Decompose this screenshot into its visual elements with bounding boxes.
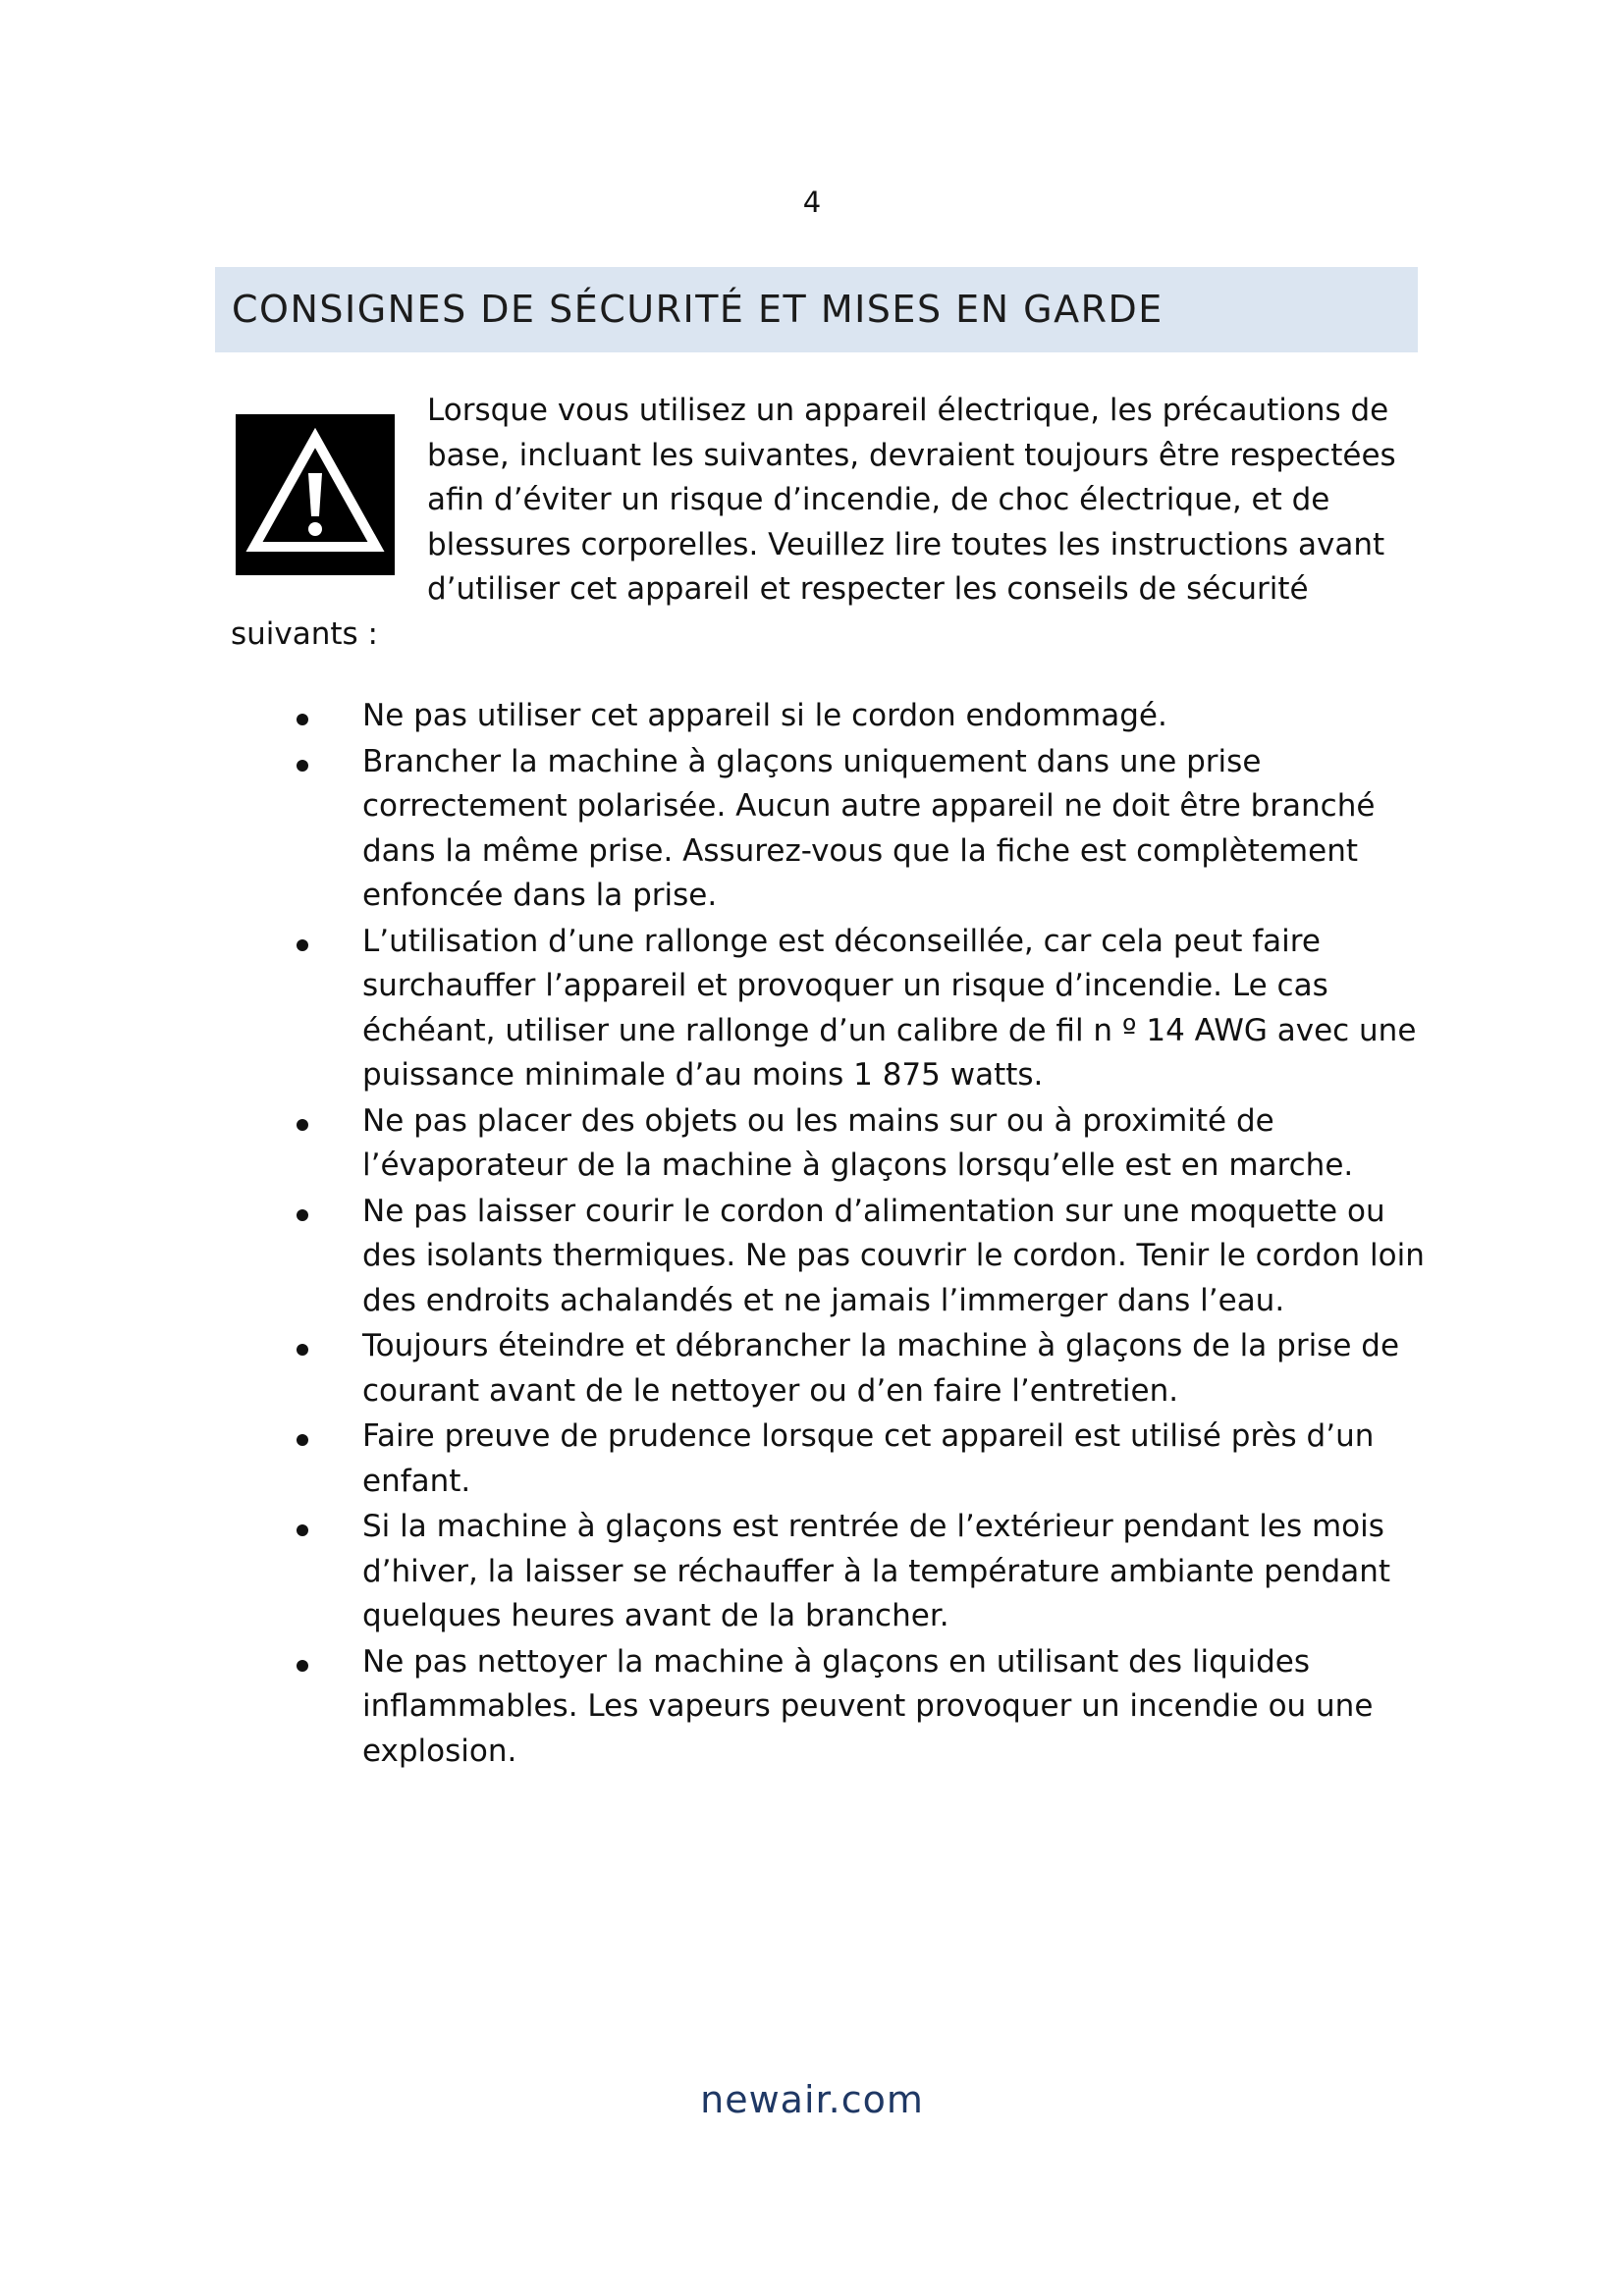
bullet-text <box>362 694 1403 739</box>
bullet-text <box>362 1099 1403 1189</box>
bullet-line: Ne pas laisser courir le cordon d’alimentation sur une moquette ou <box>362 1193 1385 1229</box>
bullet-line: enfant. <box>362 1463 471 1499</box>
list-item <box>0 1099 1624 1189</box>
bullet-icon <box>297 1344 308 1356</box>
bullet-line: des endroits achalandés et ne jamais l’immerger dans l’eau. <box>362 1282 1285 1318</box>
list-item <box>0 1324 1624 1414</box>
bullet-icon <box>297 1524 308 1536</box>
bullet-line: Brancher la machine à glaçons uniquement dans une prise <box>362 743 1262 779</box>
bullet-icon <box>297 760 308 772</box>
bullet-icon <box>297 1119 308 1131</box>
bullet-line: Toujours éteindre et débrancher la machine à glaçons de la prise de <box>362 1328 1400 1363</box>
intro-line: blessures corporelles. Veuillez lire toutes les instructions avant <box>427 526 1385 562</box>
intro-line: Lorsque vous utilisez un appareil électrique, les précautions de <box>427 393 1389 428</box>
bullet-icon <box>297 1660 308 1672</box>
bullet-text <box>362 1640 1403 1775</box>
bullet-text <box>362 1415 1403 1504</box>
bullet-line: des isolants thermiques. Ne pas couvrir le cordon. Tenir le cordon loin <box>362 1238 1425 1273</box>
bullet-line: échéant, utiliser une rallonge d’un calibre de fil n º 14 AWG avec une <box>362 1012 1417 1048</box>
page-number: 4 <box>802 186 822 219</box>
list-item <box>0 1190 1624 1324</box>
list-item <box>0 920 1624 1098</box>
safety-bullet-list <box>0 694 1624 1775</box>
bullet-line: L’utilisation d’une rallonge est déconseillée, car cela peut faire <box>362 923 1321 959</box>
bullet-text <box>362 1324 1403 1414</box>
list-item <box>0 1640 1624 1775</box>
bullet-text <box>362 920 1417 1098</box>
bullet-icon <box>297 939 308 951</box>
bullet-line: surchauffer l’appareil et provoquer un risque d’incendie. Le cas <box>362 968 1328 1003</box>
bullet-line: Ne pas utiliser cet appareil si le cordon endommagé. <box>362 698 1167 733</box>
bullet-line: d’hiver, la laisser se réchauffer à la température ambiante pendant <box>362 1553 1391 1589</box>
bullet-icon <box>297 1209 308 1221</box>
intro-line: base, incluant les suivantes, devraient toujours être respectées <box>427 437 1396 473</box>
bullet-line: dans la même prise. Assurez-vous que la fiche est complètement <box>362 832 1358 869</box>
bullet-line: l’évaporateur de la machine à glaçons lorsqu’elle est en marche. <box>362 1148 1354 1183</box>
list-item <box>0 1505 1624 1639</box>
bullet-line: puissance minimale d’au moins 1 875 watts. <box>362 1057 1044 1093</box>
bullet-line: Faire preuve de prudence lorsque cet appareil est utilisé près d’un <box>362 1418 1375 1454</box>
bullet-text <box>362 740 1403 919</box>
intro-line: afin d’éviter un risque d’incendie, de choc électrique, et de <box>427 482 1330 517</box>
intro-paragraph <box>231 389 1396 657</box>
bullet-text <box>362 1505 1403 1639</box>
bullet-line: enfoncée dans la prise. <box>362 878 718 913</box>
bullet-line: Ne pas nettoyer la machine à glaçons en utilisant des liquides <box>362 1643 1310 1680</box>
list-item <box>0 740 1624 919</box>
bullet-icon <box>297 1434 308 1446</box>
list-item <box>0 1415 1624 1504</box>
footer-website-link[interactable]: newair.com <box>700 2078 924 2121</box>
section-title: CONSIGNES DE SÉCURITÉ ET MISES EN GARDE <box>232 288 1164 331</box>
bullet-icon <box>297 714 308 725</box>
intro-line: suivants : <box>231 615 379 652</box>
bullet-line: inflammables. Les vapeurs peuvent provoquer un incendie ou une <box>362 1688 1374 1724</box>
list-item <box>0 694 1624 739</box>
section-header <box>215 267 1418 352</box>
bullet-text <box>362 1190 1425 1324</box>
bullet-line: correctement polarisée. Aucun autre appareil ne doit être branché <box>362 788 1376 824</box>
intro-line: d’utiliser cet appareil et respecter les conseils de sécurité <box>427 571 1309 607</box>
bullet-line: explosion. <box>362 1733 517 1769</box>
bullet-line: Si la machine à glaçons est rentrée de l’extérieur pendant les mois <box>362 1509 1384 1544</box>
bullet-line: courant avant de le nettoyer ou d’en faire l’entretien. <box>362 1372 1179 1409</box>
bullet-line: quelques heures avant de la brancher. <box>362 1598 949 1633</box>
bullet-line: Ne pas placer des objets ou les mains sur ou à proximité de <box>362 1102 1274 1139</box>
